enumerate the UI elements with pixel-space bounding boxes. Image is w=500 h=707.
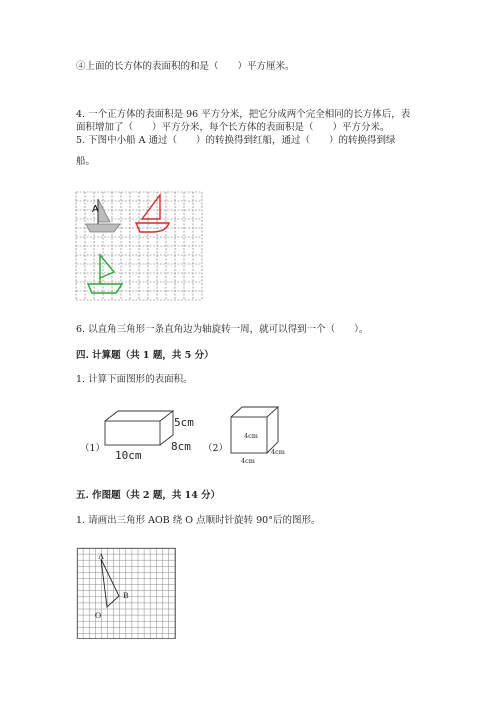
label-o: O bbox=[95, 610, 102, 620]
boat-a-label: A bbox=[92, 204, 99, 215]
boat-green bbox=[88, 255, 122, 293]
q5-line1: 5. 下图中小船 A 通过（ ）的转换得到红船，通过（ ）的转换得到绿 bbox=[76, 135, 396, 146]
section4-q1: 1. 计算下面图形的表面积。 bbox=[76, 374, 193, 385]
label-a: A bbox=[98, 551, 105, 561]
fig1-width: 8cm bbox=[171, 440, 191, 453]
label-b: B bbox=[123, 590, 129, 600]
fig1-number: （1） bbox=[80, 443, 106, 454]
fig2-side-label: 4cm bbox=[271, 448, 285, 456]
fig2-bottom-label: 4cm bbox=[241, 457, 255, 465]
q4-line2: 面积增加了（ ）平方分米，每个长方体的表面积是（ ）平方分米。 bbox=[76, 122, 390, 133]
q6: 6. 以直角三角形一条直角边为轴旋转一周，就可以得到一个（ ）。 bbox=[76, 324, 369, 335]
fig2-front-label: 4cm bbox=[244, 432, 258, 440]
q5-line2: 船。 bbox=[76, 156, 96, 167]
rotation-grid-figure bbox=[77, 548, 176, 639]
section5-title: 五. 作图题（共 2 题，共 14 分） bbox=[76, 490, 221, 501]
fig1-length: 10cm bbox=[115, 449, 142, 462]
boat-grid-figure bbox=[76, 192, 202, 300]
q4-sub-item: ④上面的长方体的表面积的和是（ ）平方厘米。 bbox=[76, 61, 295, 72]
fig1-height: 5cm bbox=[174, 416, 194, 429]
section5-q1: 1. 请画出三角形 AOB 绕 O 点顺时针旋转 90°后的图形。 bbox=[76, 515, 321, 526]
fig2-number: （2） bbox=[203, 443, 229, 454]
boat-red bbox=[136, 195, 169, 232]
section4-title: 四. 计算题（共 1 题，共 5 分） bbox=[76, 350, 214, 361]
q4-line1: 4. 一个正方体的表面积是 96 平方分米，把它分成两个完全相同的长方体后，表 bbox=[76, 109, 411, 120]
